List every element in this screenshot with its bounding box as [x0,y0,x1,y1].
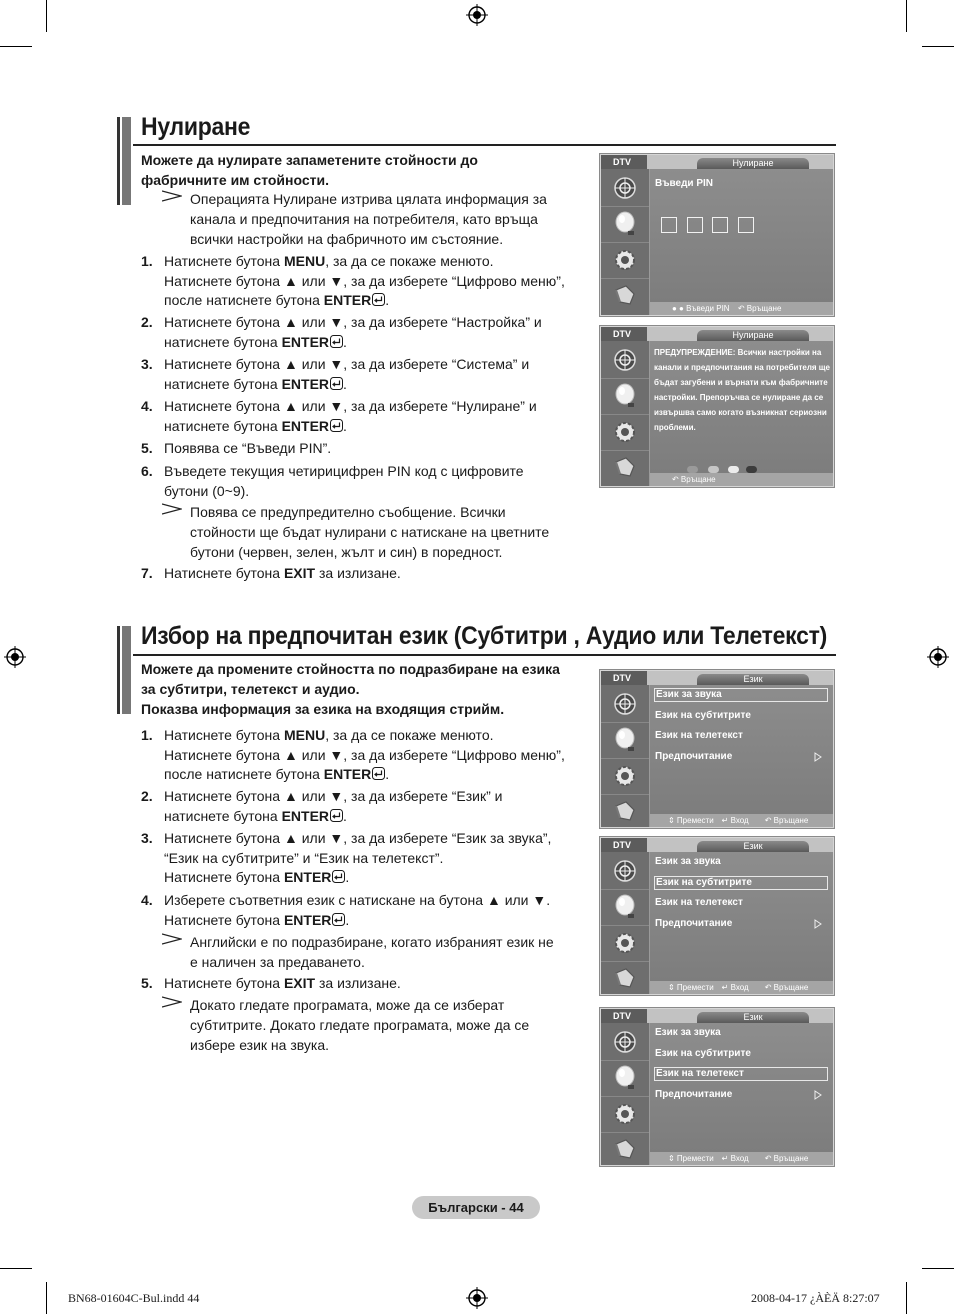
step-item [141,397,591,436]
sidebar-icon-setup [601,1096,649,1130]
step-line: Натиснете бутона EXIT за излизане. [164,565,401,581]
input-icon [612,456,638,480]
step-line: Натиснете бутона ▲ или ▼, за да изберете “Настройка” и [164,314,542,330]
sidebar-icon-setup [601,925,649,959]
menu-item-label: Предпочитание [655,750,733,762]
crop-mark [906,1282,907,1314]
note-line: стойности ще бъдат нулирани с натискане на цветните [190,524,550,540]
picture-icon [613,1065,637,1091]
menu-item-label: Предпочитание [655,917,733,929]
step-line: Натиснете бутона ▲ или ▼, за да изберете “Цифрово меню”, [164,746,565,763]
screen-topbar [647,838,833,852]
step-text [164,252,565,311]
channel-icon [613,692,637,716]
step-line: натиснете бутона ENTER . [164,375,347,392]
dtv-label: DTV [601,155,647,169]
step-line: Натиснете бутона EXIT за излизане. [164,975,401,991]
section-bar [117,626,131,714]
screen-title: Нулиране [697,158,809,169]
section1-intro [141,150,478,190]
step-item [141,726,591,785]
gear-icon [612,247,638,273]
key-name: ENTER [281,333,330,350]
foot-enter: ↵ Вход [721,1154,749,1163]
screen-footer [650,1152,833,1165]
sidebar-icon-setup [601,414,649,448]
screen-language-1 [599,669,835,829]
gear-icon [612,1101,638,1127]
step-text [164,439,331,459]
registration-mark-icon [466,4,488,26]
menu-item[interactable] [654,729,828,743]
input-icon [612,284,638,308]
intro-line: за субтитри, телетекст и аудио. [141,681,360,697]
screen-title: Език [697,841,809,852]
step-line: натиснете бутона ENTER . [164,333,347,350]
menu-item-label: Език на субтитрите [655,709,751,721]
enter-icon [330,377,343,390]
channel-icon [613,348,637,372]
sidebar-icon-input [601,794,649,828]
step-text [164,462,524,501]
menu-item[interactable] [654,1047,828,1061]
color-dot-green [708,466,719,473]
step-item [141,355,591,394]
crop-mark [922,1268,954,1269]
menu-item-label: Език на субтитрите [655,1047,751,1059]
sidebar-icon-channel [601,343,649,376]
menu-item-label: Език на субтитрите [656,876,752,888]
picture-icon [613,383,637,409]
step-number: 2. [141,788,153,804]
step-line: Натиснете бутона ▲ или ▼, за да изберете “Език за звука”, [164,830,552,846]
intro-line: Можете да нулирате запаметените стойности до [141,152,478,168]
enter-icon [330,335,343,348]
step-line: Натиснете бутона ENTER . [164,911,350,928]
note-line: Повява се предупредително съобщение. Всички [190,504,506,520]
step-line: Натиснете бутона MENU, за да се покаже менюто. [164,253,494,269]
step-item [141,462,591,501]
foot-move: ⇕ Премести [668,1154,714,1163]
step-number: 1. [141,253,153,269]
dtv-label: DTV [601,671,647,685]
step-line: после натиснете бутона ENTER . [164,766,390,782]
pin-digit-box[interactable] [661,217,677,233]
enter-icon [332,913,345,926]
note-arrow-icon [162,933,182,945]
step-number: 5. [141,975,153,991]
crop-mark [922,46,954,47]
note-line: Докато гледате програмата, може да се изберат [190,997,505,1013]
step-item [141,891,591,930]
menu-item[interactable] [654,750,828,764]
step-line: бутони (0~9). [164,482,250,499]
note-arrow-icon [162,503,182,515]
registration-mark-icon [4,646,26,668]
key-name: EXIT [283,975,316,991]
section-rule [133,144,836,146]
screen-reset-warning [599,325,835,488]
step-text [164,891,550,930]
menu-item[interactable] [654,896,828,910]
note-line: е наличен за предаването. [190,954,365,970]
registration-mark-icon [466,1287,488,1309]
menu-item[interactable] [654,688,828,702]
step-line: Появява се “Въведи PIN”. [164,440,332,456]
note-line: всички настройки на фабричното им състояние. [190,231,504,247]
key-name: ENTER [323,292,372,308]
step-text [164,313,542,352]
step-text [164,726,565,785]
menu-item[interactable] [654,709,828,723]
step-number: 1. [141,727,153,743]
foot-return: ↶ Връщане [764,816,809,825]
menu-item-label: Език на телетекст [655,730,743,741]
crop-mark [46,0,47,32]
gear-icon [612,763,638,789]
input-icon [612,1138,638,1162]
key-name: ENTER [281,807,330,824]
step-line: “Език на субтитрите” и “Език на телетекст”. [164,849,444,866]
pin-digit-box[interactable] [712,217,728,233]
channel-icon [613,859,637,883]
menu-item[interactable] [654,917,828,931]
step-line: Натиснете бутона MENU, за да се покаже менюто. [164,727,494,743]
sidebar-icon-picture [601,889,649,923]
screen-footer [650,302,833,315]
page-number-badge: Български - 44 [412,1196,540,1219]
input-icon [612,967,638,991]
screen-reset-pin [599,153,835,317]
screen-title: Език [697,674,809,685]
note-line: субтитрите. Докато гледате програмата, може да се [190,1017,530,1033]
menu-item-label: Език за звука [655,1027,721,1038]
color-dot-blue [746,466,757,473]
channel-icon [613,1030,637,1054]
foot-return: ↶ Връщане [764,983,809,992]
intro-line: Показва информация за езика на входящия стрийм. [141,701,505,717]
screen-language-3 [599,1007,835,1167]
channel-icon [613,176,637,200]
submenu-arrow-icon [814,919,822,929]
pin-digit-box[interactable] [738,217,754,233]
sidebar-icon-input [601,961,649,995]
enter-pin-label: Въведи PIN [655,178,714,189]
menu-item-label: Език на телетекст [655,897,743,908]
screen-sidebar [601,341,649,486]
step-text [164,787,503,826]
footer-file-info: BN68-01604C-Bul.indd 44 [68,1291,200,1305]
step-item [141,564,591,584]
step-number: 7. [141,565,153,581]
submenu-arrow-icon [814,1090,822,1100]
screen-sidebar [601,685,649,827]
step-text [164,355,529,394]
registration-mark-icon [927,646,949,668]
screen-panel [650,685,833,814]
enter-icon [372,293,385,306]
key-name: ENTER [281,417,330,434]
step-number: 2. [141,314,153,330]
step-item [141,313,591,352]
step-line: Натиснете бутона ▲ или ▼, за да изберете “Цифрово меню”, [164,272,565,289]
input-icon [612,800,638,824]
step-line: Натиснете бутона ENTER . [164,869,350,885]
dtv-label: DTV [601,327,647,341]
sidebar-icon-setup [601,242,649,276]
screen-sidebar [601,852,649,994]
step-line: Изберете съответния език с натискане на бутона ▲ или ▼. [164,892,551,908]
foot-enter: ↵ Вход [721,983,749,992]
sidebar-icon-setup [601,758,649,792]
step-number: 4. [141,892,153,908]
screen-panel [650,169,833,302]
menu-item[interactable] [654,1067,828,1081]
key-name: ENTER [281,375,330,392]
step-item [141,829,591,888]
submenu-arrow-icon [814,752,822,762]
screen-panel [650,1023,833,1152]
note-line: Английски е по подразбиране, когато избраният език не [190,934,554,950]
dtv-label: DTV [601,1009,647,1023]
menu-item[interactable] [654,876,828,890]
step-number: 3. [141,830,153,846]
dtv-label: DTV [601,838,647,852]
sidebar-icon-picture [601,1060,649,1094]
step-number: 4. [141,398,153,414]
foot-enter-pin: ● ● Въведи PIN [672,304,730,313]
step-number: 6. [141,463,153,479]
foot-enter: ↵ Вход [721,816,749,825]
pin-digit-box[interactable] [687,217,703,233]
intro-line: фабричните им стойности. [141,172,329,188]
section-rule [133,654,836,656]
key-name: MENU [283,727,326,743]
step-item [141,787,591,826]
screen-footer [650,473,833,486]
intro-line: Можете да промените стойността по подразбиране на езика [141,661,560,677]
step-line: Натиснете бутона ▲ или ▼, за да изберете “Език” и [164,788,503,804]
screen-panel [650,341,833,473]
sidebar-icon-input [601,278,649,312]
step-text [164,564,401,584]
foot-move: ⇕ Премести [668,816,714,825]
menu-item[interactable] [654,855,828,869]
section-bar [117,117,131,205]
enter-icon [332,870,345,883]
screen-footer [650,814,833,827]
screen-topbar [647,1009,833,1023]
step-number: 3. [141,356,153,372]
section1-title: Нулиране [141,113,251,141]
key-name: ENTER [323,766,372,782]
step-item [141,252,591,311]
step-line: Въведете текущия четирицифрен PIN код с цифровите [164,463,524,479]
sidebar-icon-input [601,1132,649,1166]
foot-return: ↶ Връщане [737,304,782,313]
enter-icon [330,809,343,822]
note-line: бутони (червен, зелен, жълт и син) в поредност. [190,544,503,560]
screen-title: Нулиране [697,330,809,341]
step-line: натиснете бутона ENTER . [164,417,347,434]
menu-item-label: Предпочитание [655,1088,733,1100]
foot-move: ⇕ Премести [668,983,714,992]
step-text [164,974,401,994]
sidebar-icon-picture [601,378,649,412]
note-line: избере език на звука. [190,1037,329,1053]
screen-topbar [647,327,833,341]
screen-title: Език [697,1012,809,1023]
color-dot-yellow [728,466,739,473]
sidebar-icon-channel [601,171,649,204]
sidebar-icon-picture [601,722,649,756]
step-text [164,397,537,436]
step-item [141,439,591,459]
note-line: Операцията Нулиране изтрива цялата информация за [190,191,547,207]
screen-language-2 [599,836,835,996]
crop-mark [0,1268,32,1269]
crop-mark [906,0,907,32]
step-text [164,829,551,888]
menu-item-label: Език за звука [655,856,721,867]
key-name: MENU [283,253,326,269]
screen-footer [650,981,833,994]
foot-return: ↶ Връщане [672,475,716,484]
enter-icon [372,767,385,780]
enter-icon [330,419,343,432]
picture-icon [613,211,637,237]
foot-return: ↶ Връщане [764,1154,809,1163]
picture-icon [613,894,637,920]
step-line: натиснете бутона ENTER . [164,807,347,824]
sidebar-icon-input [601,450,649,484]
sidebar-icon-channel [601,854,649,887]
sidebar-icon-picture [601,206,649,240]
menu-item[interactable] [654,1088,828,1102]
warning-text: ПРЕДУПРЕЖДЕНИЕ: Всички настройки на канали и предпочитания на потребителя ще бъдат загубени и върнати към фабричните настройки. Препоръчва се нулиране да се извършва само когато възникнат сериозни проблеми. [654,348,831,432]
note-arrow-icon [162,190,182,202]
note-arrow-icon [162,996,182,1008]
screen-topbar [647,155,833,169]
section2-intro [141,659,560,719]
note-line: канала и предпочитания на потребителя, като връща [190,211,538,227]
step-item [141,974,591,994]
sidebar-icon-channel [601,1025,649,1058]
gear-icon [612,419,638,445]
crop-mark [0,46,32,47]
key-name: ENTER [283,869,332,885]
menu-item[interactable] [654,1026,828,1040]
picture-icon [613,727,637,753]
screen-sidebar [601,1023,649,1165]
section2-title: Избор на предпочитан език (Субтитри , Аудио или Телетекст) [141,622,828,650]
step-line: Натиснете бутона ▲ или ▼, за да изберете “Система” и [164,356,530,372]
step-line: Натиснете бутона ▲ или ▼, за да изберете “Нулиране” и [164,398,537,414]
screen-topbar [647,671,833,685]
footer-timestamp: 2008-04-17 ¿ÀÈÄ 8:27:07 [751,1291,880,1305]
key-name: ENTER [283,911,332,928]
step-line: после натиснете бутона ENTER . [164,292,390,308]
menu-item-label: Език на телетекст [656,1068,744,1079]
key-name: EXIT [283,565,316,581]
gear-icon [612,930,638,956]
step-number: 5. [141,440,153,456]
menu-item-label: Език за звука [656,689,722,700]
color-dot-red [687,466,698,473]
crop-mark [46,1282,47,1314]
sidebar-icon-channel [601,687,649,720]
screen-panel [650,852,833,981]
screen-sidebar [601,169,649,315]
